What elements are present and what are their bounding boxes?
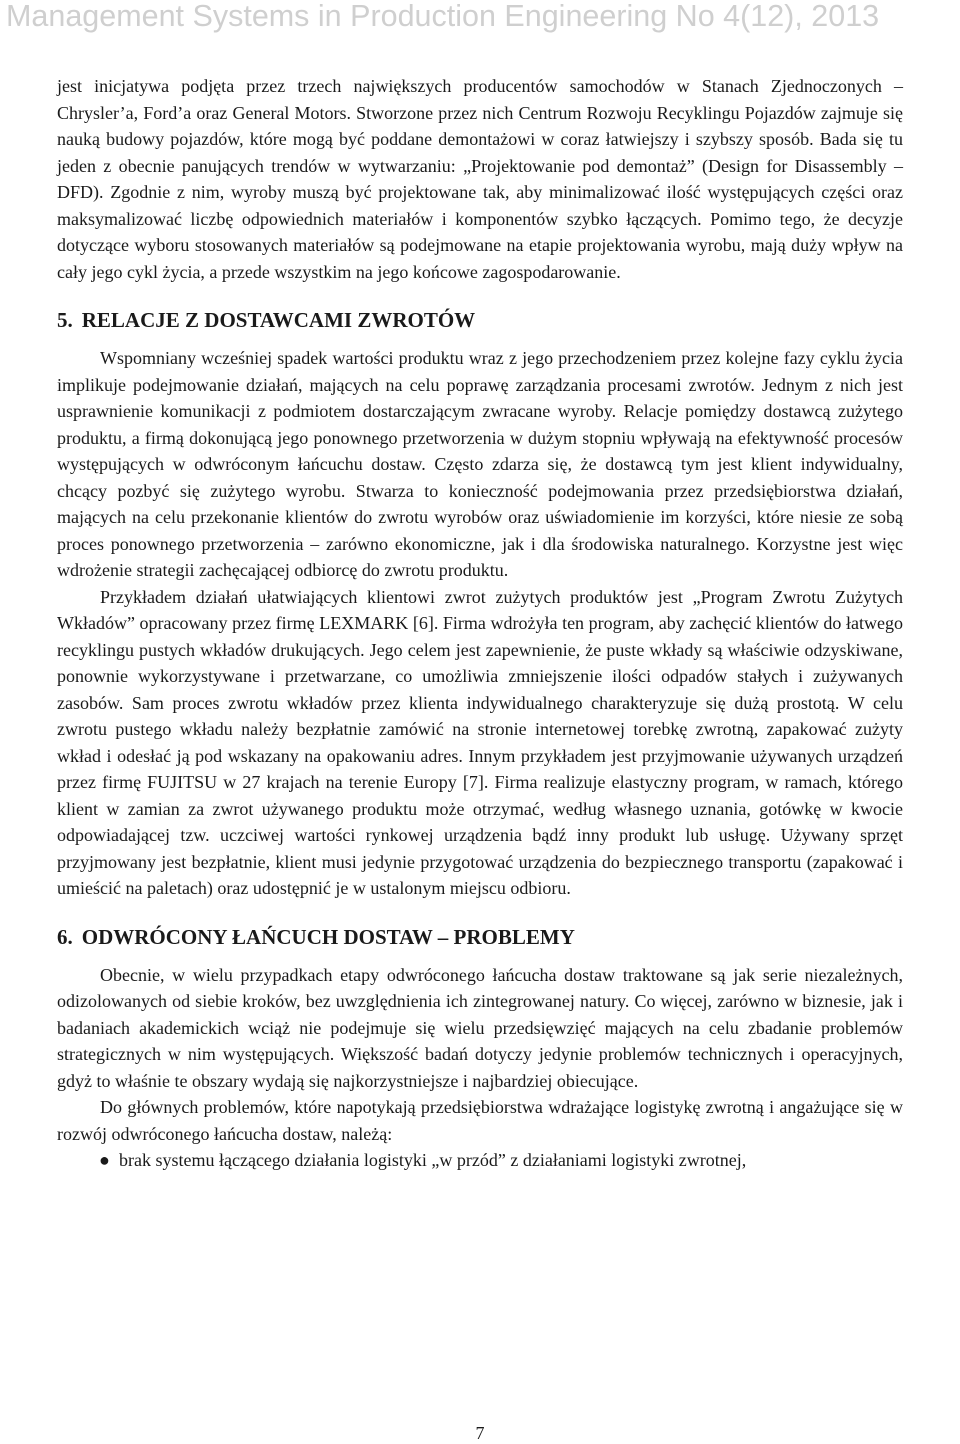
page-number: 7 <box>475 1423 485 1443</box>
section-title: ODWRÓCONY ŁAŃCUCH DOSTAW – PROBLEMY <box>81 924 575 949</box>
section-number: 6. <box>57 924 73 949</box>
section-title: RELACJE Z DOSTAWCAMI ZWROTÓW <box>81 308 476 332</box>
bullet-icon: ● <box>99 1150 110 1170</box>
body-paragraph: Obecnie, w wielu przypadkach etapy odwróconego łańcucha dostaw traktowane są jak serie niezależnych, odizolowanych od siebie kroków, bez uwzględnienia ich zintegrowanej natury. Co więcej, zarówno w biznesie, jak i badaniach akademickich wciąż nie podejmuje się wielu przedsięwzięć mających na celu zbadanie problemów strategicznych w nim występujących. Większość badań dotyczy jedynie problemów technicznych i operacyjnych, gdyż to właśnie te obszary wydają się najkorzystniejsze i najbardziej obiecujące. <box>57 964 903 1091</box>
intro-paragraph: jest inicjatywa podjęta przez trzech największych producentów samochodów w Stanach Zjednoczonych – Chrysler’a, Ford’a oraz General Motors. Stworzone przez nich Centrum Rozwoju Recyklingu Pojazdów zajmuje się nauką budowy pojazdów, które mogą być poddane demontażowi w coraz łatwiejszy i szybszy sposób. Bada się tu jeden z obecnie panujących trendów w wytwarzaniu: „Projektowanie pod demontaż” (Design for Disassembly – DFD). Zgodnie z nim, wyroby muszą być projektowane tak, aby minimalizować ilość występujących części oraz maksymalizować liczbę odpowiednich materiałów i komponentów szybko łączących. Pomimo tego, że decyzje dotyczące wyboru stosowanych materiałów są podejmowane na etapie projektowania wyrobu, mają duży wpływ na cały jego cykl życia, a przede wszystkim na jego końcowe zagospodarowanie. <box>57 76 903 282</box>
section-heading <box>57 307 903 333</box>
section-heading <box>57 924 903 950</box>
bullet-list <box>57 1147 903 1174</box>
body-paragraph: Do głównych problemów, które napotykają przedsiębiorstwa wdrażające logistykę zwrotną i angażujące się w rozwój odwróconego łańcucha dostaw, należą: <box>57 1097 903 1144</box>
section-number: 5. <box>57 308 73 332</box>
article-body <box>57 73 903 1174</box>
journal-header: Management Systems in Production Engineering No 4(12), 2013 <box>6 0 880 33</box>
body-paragraph: Przykładem działań ułatwiających klientowi zwrot zużytych produktów jest „Program Zwrotu Zużytych Wkładów” opracowany przez firmę LEXMARK [6]. Firma wdrożyła ten program, aby zachęcić klientów do łatwego recyklingu pustych wkładów drukujących. Jego celem jest zapewnienie, że puste wkłady są właściwie odzyskiwane, ponownie wykorzystywane i przetwarzane, co umożliwia zmniejszenie ilości odpadów stałych i zużywanych zasobów. Sam proces zwrotu wkładów przez klienta indywidualnego charakteryzuje się dużą prostotą. W celu zwrotu pustego wkładu należy bezpłatnie zamówić na stronie internetowej torebkę zwrotną, zapakować zużyty wkład i odesłać ją pod wskazany na opakowaniu adres. Innym przykładem jest przyjmowanie używanych urządzeń przez firmę FUJITSU w 27 krajach na terenie Europy [7]. Firma realizuje elastyczny program, w ramach, którego klient w zamian za zwrot używanego produktu może otrzymać, według własnego uznania, gotówkę w kwocie odpowiadającej tzw. uczciwej wartości rynkowej urządzenia bądź inny produkt lub usługę. Używany sprzęt przyjmowany jest bezpłatnie, klient musi jedynie przygotować urządzenia do bezpiecznego transportu (zapakować i umieścić na paletach) oraz udostępnić je w ustalonym miejscu odbioru. <box>57 586 903 898</box>
list-item-text: brak systemu łączącego działania logistyki „w przód” z działaniami logistyki zwrotnej, <box>119 1150 747 1170</box>
list-item <box>57 1147 903 1174</box>
body-paragraph: Wspomniany wcześniej spadek wartości produktu wraz z jego przechodzeniem przez kolejne fazy cyklu życia implikuje podejmowanie działań, mających na celu poprawę zarządzania procesami zwrotów. Jednym z nich jest usprawnienie komunikacji z podmiotem dostarczającym zwracane wyroby. Relacje pomiędzy dostawcą zużytego produktu, a firmą dokonującą jego ponownego przetworzenia w dużym stopniu wpływają na efektywność procesów występujących w odwróconym łańcuchu dostaw. Często zdarza się, że dostawcą tym jest klient indywidualny, chcący pozbyć się zużytego wyrobu. Stwarza to konieczność podejmowania przez przedsiębiorstwa działań, mających na celu przekonanie klientów do zwrotu wyrobów oraz uświadomienie im korzyści, które niesie ze sobą proces ponownego przetworzenia – zarówno ekonomiczne, jak i dla środowiska naturalnego. Korzystne jest więc wdrożenie strategii zachęcającej odbiorcę do zwrotu produktu. <box>57 348 903 580</box>
